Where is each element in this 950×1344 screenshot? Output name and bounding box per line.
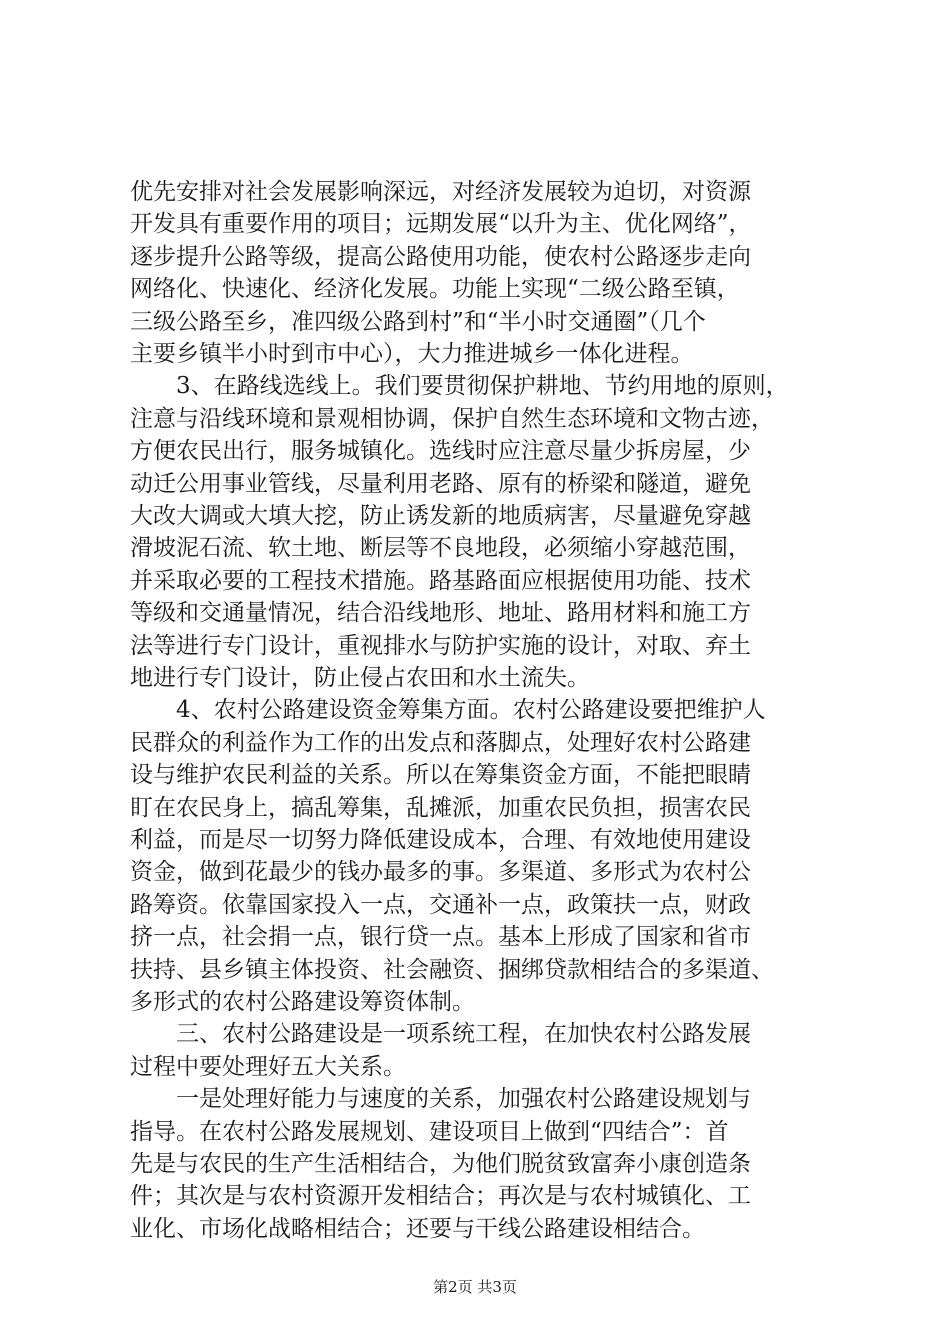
text-line: 挤一点，社会捐一点，银行贷一点。基本上形成了国家和省市 — [130, 924, 751, 951]
text-line: 注意与沿线环境和景观相协调，保护自然生态环境和文物古迹， — [130, 405, 774, 432]
text-line: 盯在农民身上，搞乱筹集，乱摊派，加重农民负担，损害农民 — [130, 794, 751, 821]
text-line: 并采取必要的工程技术措施。路基路面应根据使用功能、技术 — [130, 567, 751, 594]
text-line: 网络化、快速化、经济化发展。功能上实现“二级公路至镇， — [130, 276, 740, 303]
text-line: 开发具有重要作用的项目；远期发展“以升为主、优化网络”， — [130, 211, 752, 238]
text-line: 资金，做到花最少的钱办最多的事。多渠道、多形式为农村公 — [130, 859, 751, 886]
text-line: 指导。在农村公路发展规划、建设项目上做到“四结合”：首 — [130, 1118, 729, 1145]
text-line: 逐步提升公路等级，提高公路使用功能，使农村公路逐步走向 — [130, 243, 751, 270]
text-line: 三、农村公路建设是一项系统工程，在加快农村公路发展 — [130, 1021, 751, 1048]
text-line: 方便农民出行，服务城镇化。选线时应注意尽量少拆房屋，少 — [130, 438, 751, 465]
text-line: 大改大调或大填大挖，防止诱发新的地质病害，尽量避免穿越 — [130, 503, 751, 529]
page-footer: 第2页 共3页 — [433, 1278, 517, 1296]
text-line: 业化、市场化战略相结合；还要与干线公路建设相结合。 — [130, 1215, 705, 1242]
text-line: 滑坡泥石流、软土地、断层等不良地段，必须缩小穿越范围， — [130, 535, 751, 562]
text-line: 扶持、县乡镇主体投资、社会融资、捆绑贷款相结合的多渠道、 — [130, 956, 774, 983]
text-line: 路筹资。依靠国家投入一点，交通补一点，政策扶一点，财政 — [130, 891, 751, 918]
text-line: 件；其次是与农村资源开发相结合；再次是与农村城镇化、工 — [130, 1183, 751, 1210]
text-line: 一是处理好能力与速度的关系，加强农村公路建设规划与 — [130, 1086, 751, 1113]
text-line: 优先安排对社会发展影响深远，对经济发展较为迫切，对资源 — [130, 179, 751, 205]
text-line: 主要乡镇半小时到市中心），大力推进城乡一体化进程。 — [130, 341, 694, 367]
text-line: 4、农村公路建设资金筹集方面。农村公路建设要把维护人 — [130, 697, 766, 724]
text-line: 设与维护农民利益的关系。所以在筹集资金方面，不能把眼睛 — [130, 762, 751, 789]
text-line: 地进行专门设计，防止侵占农田和水土流失。 — [130, 665, 590, 691]
text-line: 利益，而是尽一切努力降低建设成本，合理、有效地使用建设 — [130, 827, 751, 853]
text-line: 法等进行专门设计，重视排水与防护实施的设计，对取、弃土 — [130, 632, 751, 659]
text-line: 等级和交通量情况，结合沿线地形、地址、路用材料和施工方 — [130, 600, 751, 627]
text-line: 先是与农民的生产生活相结合，为他们脱贫致富奔小康创造条 — [130, 1151, 751, 1177]
text-line: 多形式的农村公路建设筹资体制。 — [130, 989, 475, 1015]
text-line: 动迁公用事业管线，尽量利用老路、原有的桥梁和隧道，避免 — [130, 470, 751, 497]
text-line: 三级公路至乡，准四级公路到村”和“半小时交通圈”（几个 — [130, 308, 706, 335]
text-line: 过程中要处理好五大关系。 — [130, 1053, 406, 1080]
text-line: 民群众的利益作为工作的出发点和落脚点，处理好农村公路建 — [130, 729, 751, 756]
text-line: 3、在路线选线上。我们要贯彻保护耕地、节约用地的原则， — [130, 373, 789, 400]
